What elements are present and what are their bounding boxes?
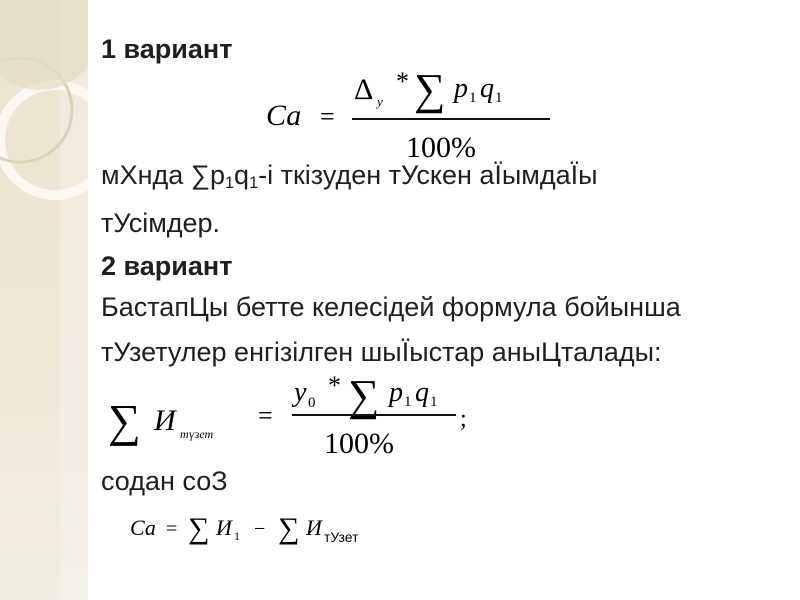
svg-text:∑: ∑ <box>278 512 300 545</box>
formula2-numerator <box>291 371 438 420</box>
paragraph-1-line-2: тУсімдер. <box>101 208 221 238</box>
svg-text:∑: ∑ <box>188 512 210 545</box>
svg-text:p: p <box>454 73 468 104</box>
svg-text:∑: ∑ <box>108 395 141 446</box>
svg-text:∑: ∑ <box>414 65 446 114</box>
svg-text:;: ; <box>460 406 467 432</box>
svg-text:100%: 100% <box>324 427 394 460</box>
paragraph-3: содан соЗ <box>101 466 228 496</box>
svg-text:у: у <box>377 94 383 109</box>
formula1-numerator <box>354 65 503 114</box>
heading-variant-2: 2 вариант <box>101 251 233 281</box>
svg-text:Са: Са <box>130 515 156 540</box>
svg-text:Δ: Δ <box>354 73 374 106</box>
svg-text:−: − <box>254 518 266 540</box>
svg-text:И: И <box>216 515 232 540</box>
svg-text:тУзет: тУзет <box>324 529 359 545</box>
formula-ca-2 <box>130 505 400 550</box>
svg-text:И: И <box>306 515 322 540</box>
heading-variant-1: 1 вариант <box>101 34 233 64</box>
svg-text:1: 1 <box>430 394 438 410</box>
svg-text:y: y <box>294 377 307 408</box>
svg-text:1: 1 <box>404 394 412 410</box>
svg-text:q: q <box>480 73 494 104</box>
formula1-eq: = <box>320 102 335 131</box>
svg-text:1: 1 <box>469 90 477 106</box>
svg-text:түзет: түзет <box>180 427 214 441</box>
formula1-lhs: Са <box>266 99 302 132</box>
formula-sum-i-corrected <box>108 368 488 463</box>
svg-text:1: 1 <box>495 90 503 106</box>
formula1-denominator: 100% <box>406 131 476 162</box>
svg-text:q: q <box>415 377 429 408</box>
svg-text:∑: ∑ <box>348 371 380 420</box>
paragraph-2-line-1: БастапЦы бетте келесідей формула бойынша <box>101 292 681 322</box>
svg-text:=: = <box>258 401 273 430</box>
paragraph-2-line-2: тУзетулер енгізілген шыЇыстар аныЦталады: <box>101 337 662 367</box>
svg-text:=: = <box>166 518 178 540</box>
svg-text:*: * <box>328 371 341 400</box>
decorative-left-strip <box>0 0 88 600</box>
svg-text:1: 1 <box>234 529 240 543</box>
svg-text:0: 0 <box>308 395 316 411</box>
svg-text:p: p <box>389 377 403 408</box>
svg-text:*: * <box>396 67 409 96</box>
formula-ca-1 <box>266 62 566 162</box>
paragraph-1-line-1: мХнда $\sum p_1q_1-і$ ткізуден тУскен аЇымдаЇы <box>101 160 598 193</box>
svg-text:И: И <box>154 404 176 437</box>
